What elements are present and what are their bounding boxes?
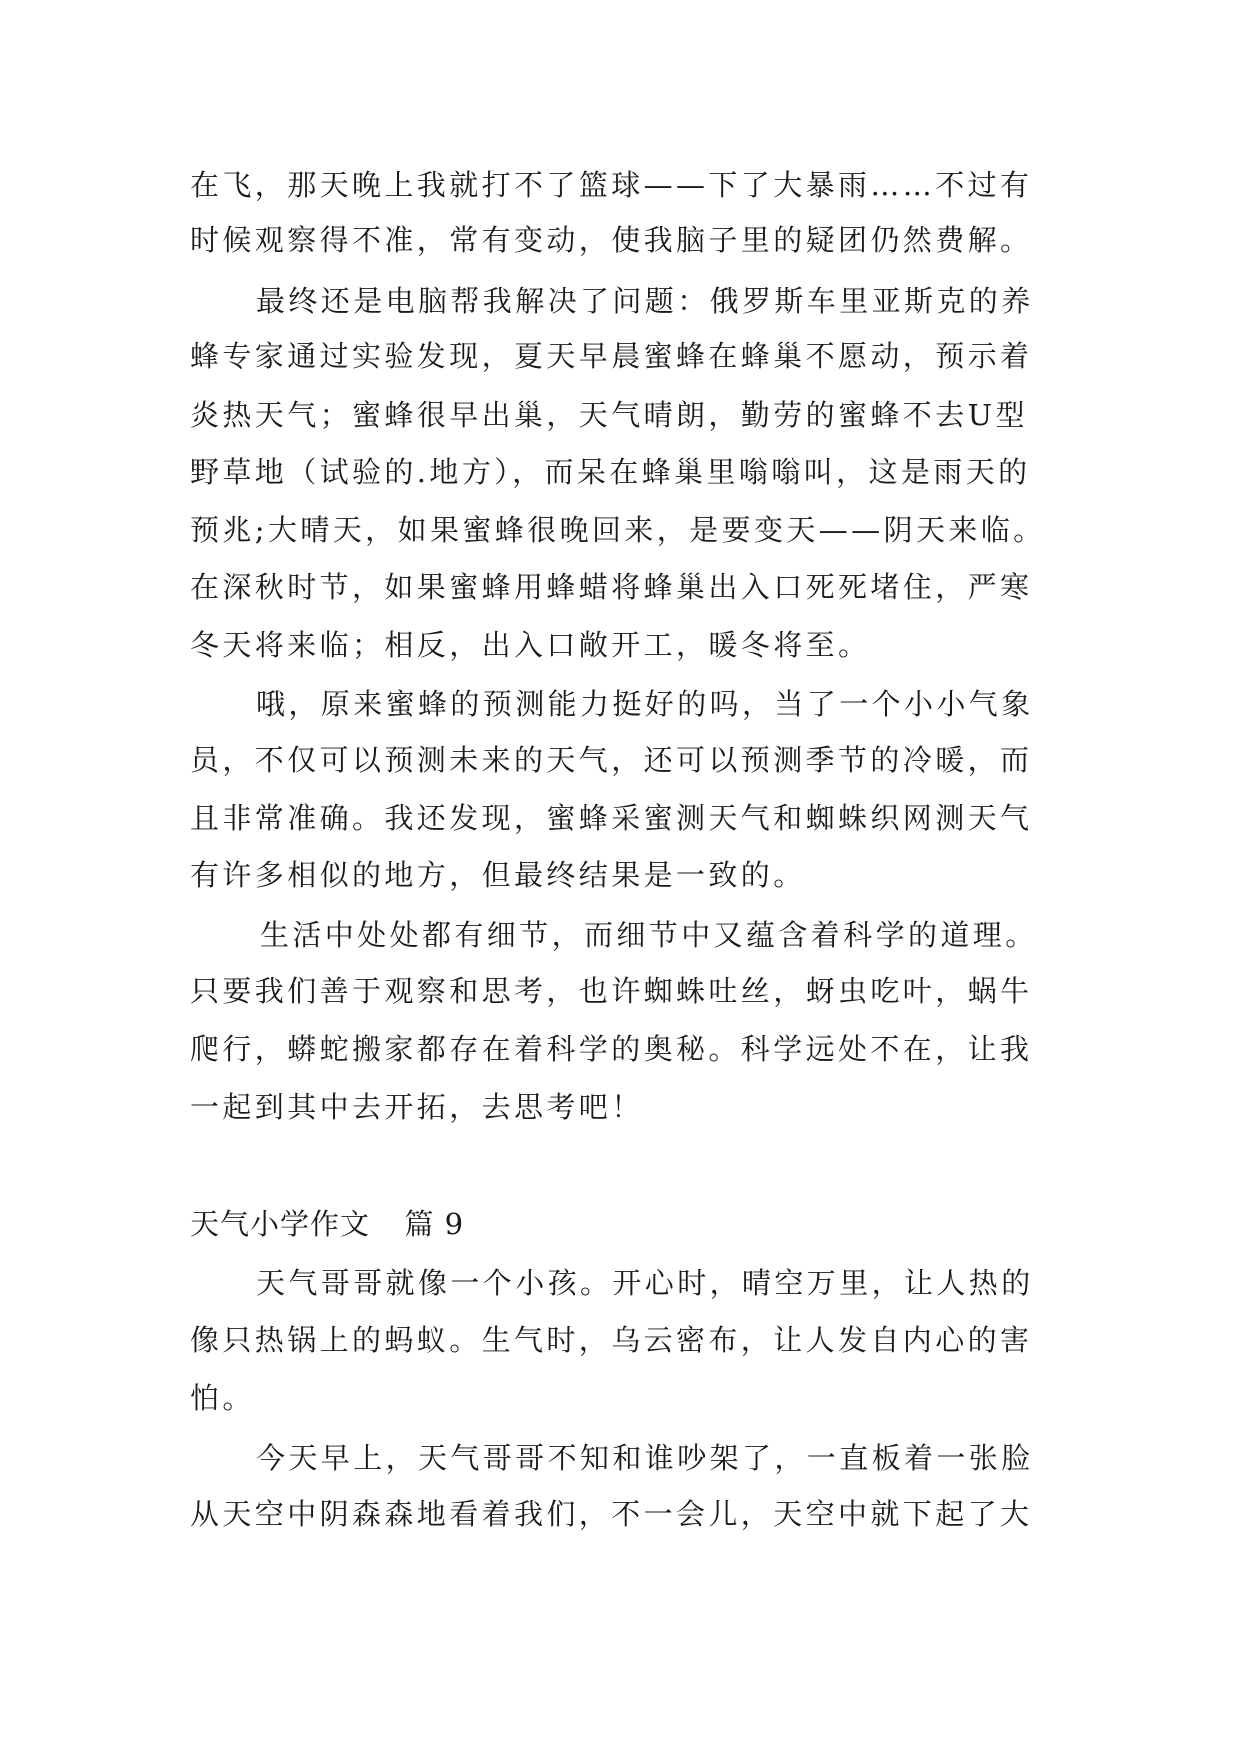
- paragraph-line: 一起到其中去开拓，去思考吧！: [190, 1090, 644, 1124]
- paragraph-line: 冬天将来临；相反，出入口敞开工，暖冬将至。: [190, 628, 871, 662]
- paragraph-line: 像只热锅上的蚂蚁。生气时，乌云密布，让人发自内心的害: [190, 1323, 1033, 1357]
- paragraph-line: 怕。: [190, 1381, 255, 1415]
- paragraph-line: 最终还是电脑帮我解决了问题：俄罗斯车里亚斯克的养: [256, 284, 1034, 318]
- paragraph-line: 生活中处处都有细节，而细节中又蕴含着科学的道理。: [260, 918, 1038, 952]
- paragraph-line: 只要我们善于观察和思考，也许蜘蛛吐丝，蚜虫吃叶，蜗牛: [190, 974, 1033, 1008]
- paragraph-line: 蜂专家通过实验发现，夏天早晨蜜蜂在蜂巢不愿动，预示着: [190, 339, 1033, 373]
- section-number: 篇 9: [404, 1207, 465, 1241]
- paragraph-line: 在深秋时节，如果蜜蜂用蜂蜡将蜂巢出入口死死堵住，严寒: [190, 570, 1033, 604]
- paragraph-line: 员，不仅可以预测未来的天气，还可以预测季节的冷暖，而: [190, 743, 1033, 777]
- paragraph-line: 时候观察得不准，常有变动，使我脑子里的疑团仍然费解。: [190, 223, 1033, 257]
- paragraph-line: 哦，原来蜜蜂的预测能力挺好的吗，当了一个小小气象: [256, 687, 1034, 721]
- section-heading: [190, 1204, 464, 1244]
- paragraph-line: 从天空中阴森森地看着我们，不一会儿，天空中就下起了大: [190, 1497, 1033, 1531]
- section-title: 天气小学作文: [190, 1207, 371, 1241]
- paragraph-line: 且非常准确。我还发现，蜜蜂采蜜测天气和蜘蛛织网测天气: [190, 801, 1033, 835]
- paragraph-line: 今天早上，天气哥哥不知和谁吵架了，一直板着一张脸: [256, 1441, 1034, 1475]
- paragraph-line: 在飞，那天晚上我就打不了篮球——下了大暴雨……不过有: [190, 168, 1033, 202]
- paragraph-line: 有许多相似的地方，但最终结果是一致的。: [190, 858, 806, 892]
- paragraph-line: 爬行，蟒蛇搬家都存在着科学的奥秘。科学远处不在，让我: [190, 1032, 1033, 1066]
- paragraph-line: 预兆;大晴天，如果蜜蜂很晚回来，是要变天——阴天来临。: [190, 513, 1046, 547]
- paragraph-line: 天气哥哥就像一个小孩。开心时，晴空万里，让人热的: [256, 1266, 1034, 1300]
- paragraph-line: 野草地（试验的.地方），而呆在蜂巢里嗡嗡叫，这是雨天的: [190, 455, 1031, 489]
- paragraph-line: 炎热天气；蜜蜂很早出巢，天气晴朗，勤劳的蜜蜂不去U型: [190, 398, 1028, 432]
